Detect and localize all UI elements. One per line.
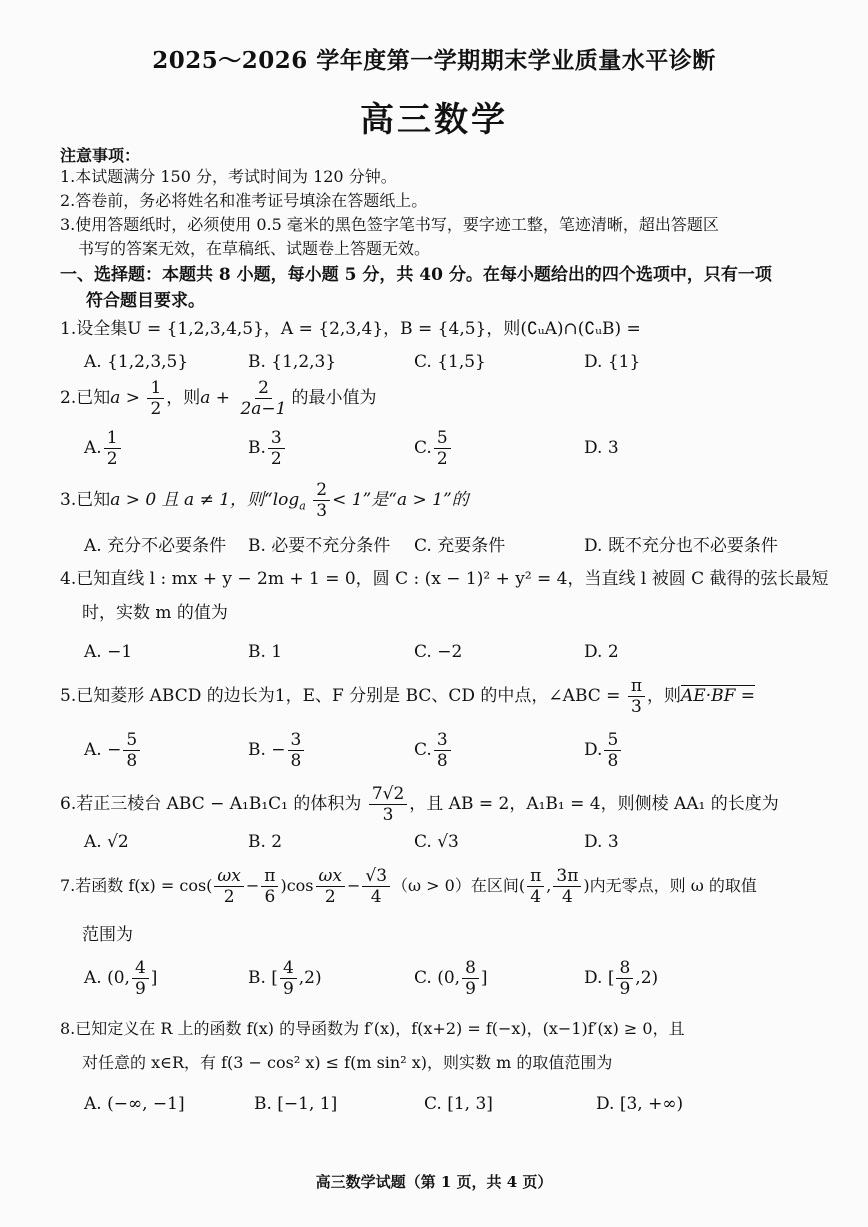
- question-1-stem: 1.设全集U = {1,2,3,4,5}，A = {2,3,4}，B = {4,5}，则(∁ᵤA)∩(∁ᵤB) =: [60, 319, 641, 339]
- q6-option-b: B. 2: [248, 832, 283, 852]
- q1-option-c: C. {1,5}: [414, 352, 486, 372]
- notice-item: 3.使用答题纸时，必须使用 0.5 毫米的黑色签字笔书写，要字迹工整，笔迹清晰，超出答题区: [60, 215, 719, 234]
- q5-option-a: A. − $\frac{5}{8}$: [84, 730, 142, 771]
- q6-option-d: D. 3: [584, 832, 619, 852]
- exam-title: 高三数学: [360, 100, 508, 140]
- q1-option-b: B. {1,2,3}: [248, 352, 337, 372]
- q2-option-c: C. $\frac{5}{2}$: [414, 428, 453, 469]
- q8-option-d: D. [3, +∞): [596, 1094, 684, 1114]
- notice-item: 1.本试题满分 150 分，考试时间为 120 分钟。: [60, 167, 397, 186]
- q7-option-b: B. [ $\frac{4}{9}$ ,2): [248, 958, 322, 999]
- section-heading-cont: 符合题目要求。: [86, 291, 205, 311]
- question-8-stem: 8.已知定义在 R 上的函数 f(x) 的导函数为 f′(x)，f(x+2) = f(−x)，(x−1)f′(x) ≥ 0，且: [60, 1019, 685, 1038]
- q1-option-a: A. {1,2,3,5}: [84, 352, 189, 372]
- q7-option-d: D. [ $\frac{8}{9}$ ,2): [584, 958, 659, 999]
- question-3-stem: 3.已知a > 0 且 a ≠ 1，则“$\log_a$ $\frac{2}{3}$ < 1”是“a > 1”的: [60, 480, 469, 521]
- q2-option-d: D. 3: [584, 438, 619, 458]
- notice-item: 2.答卷前，务必将姓名和准考证号填涂在答题纸上。: [60, 191, 428, 210]
- q5-option-d: D. $\frac{5}{8}$: [584, 730, 623, 771]
- q8-option-c: C. [1, 3]: [424, 1094, 493, 1114]
- section-heading: 一、选择题：本题共 8 小题，每小题 5 分，共 40 分。在每小题给出的四个选项中，只有一项: [60, 265, 772, 285]
- question-6-stem: 6.若正三棱台 ABC − A₁B₁C₁ 的体积为 $\frac{7√2}{3}$ ，且 AB = 2，A₁B₁ = 4，则侧棱 AA₁ 的长度为: [60, 784, 779, 825]
- q3-option-c: C. 充要条件: [414, 536, 506, 556]
- q8-option-a: A. (−∞, −1]: [84, 1094, 185, 1114]
- question-8-stem-cont: 对任意的 x∈R，有 f(3 − cos² x) ≤ f(m sin² x)，则实数 m 的取值范围为: [82, 1053, 613, 1072]
- q5-option-c: C. $\frac{3}{8}$: [414, 730, 453, 771]
- question-7-stem-cont: 范围为: [82, 925, 133, 945]
- q7-option-a: A. (0, $\frac{4}{9}$ ]: [84, 958, 158, 999]
- question-2-stem: 2.已知a > $\frac{1}{2}$ ，则a + $\frac{2}{2a-1}$ 的最小值为: [60, 378, 377, 419]
- notice-heading: 注意事项：: [60, 146, 141, 165]
- q4-option-a: A. −1: [84, 642, 133, 662]
- q7-option-c: C. (0, $\frac{8}{9}$ ]: [414, 958, 488, 999]
- q4-option-b: B. 1: [248, 642, 283, 662]
- question-5-stem: 5.已知菱形 ABCD 的边长为1，E、F 分别是 BC、CD 的中点，∠ABC = $\frac{\pi}{3}$ ，则AE·BF =: [60, 676, 756, 717]
- q3-option-b: B. 必要不充分条件: [248, 536, 391, 556]
- exam-header: 2025～2026 学年度第一学期期末学业质量水平诊断: [152, 47, 716, 74]
- question-7-stem: 7.若函数 f(x) = cos( $\frac{\omega x}{2}$ − $\frac{\pi}{6}$ )cos $\frac{\omega x}{2}$ − $\frac{√3}{4}$ （ω > 0）在区间( $\frac{\pi}{4}$ , $\frac{3\pi}{4}$ )内无零点，则 ω 的取值: [60, 866, 757, 907]
- q6-option-a: A. √2: [84, 832, 129, 852]
- q1-option-d: D. {1}: [584, 352, 641, 372]
- q5-option-b: B. − $\frac{3}{8}$: [248, 730, 306, 771]
- q8-option-b: B. [−1, 1]: [254, 1094, 338, 1114]
- q3-option-a: A. 充分不必要条件: [84, 536, 227, 556]
- q3-option-d: D. 既不充分也不必要条件: [584, 536, 778, 556]
- q4-option-c: C. −2: [414, 642, 463, 662]
- q2-option-a: A. $\frac{1}{2}$: [84, 428, 123, 469]
- question-4-stem: 4.已知直线 l : mx + y − 2m + 1 = 0，圆 C : (x − 1)² + y² = 4，当直线 l 被圆 C 截得的弦长最短: [60, 569, 829, 589]
- notice-item: 书写的答案无效，在草稿纸、试题卷上答题无效。: [78, 239, 431, 258]
- q6-option-c: C. √3: [414, 832, 459, 852]
- q4-option-d: D. 2: [584, 642, 619, 662]
- page-footer: 高三数学试题（第 1 页，共 4 页）: [315, 1173, 553, 1191]
- q2-option-b: B. $\frac{3}{2}$: [248, 428, 287, 469]
- question-4-stem-cont: 时，实数 m 的值为: [82, 603, 228, 623]
